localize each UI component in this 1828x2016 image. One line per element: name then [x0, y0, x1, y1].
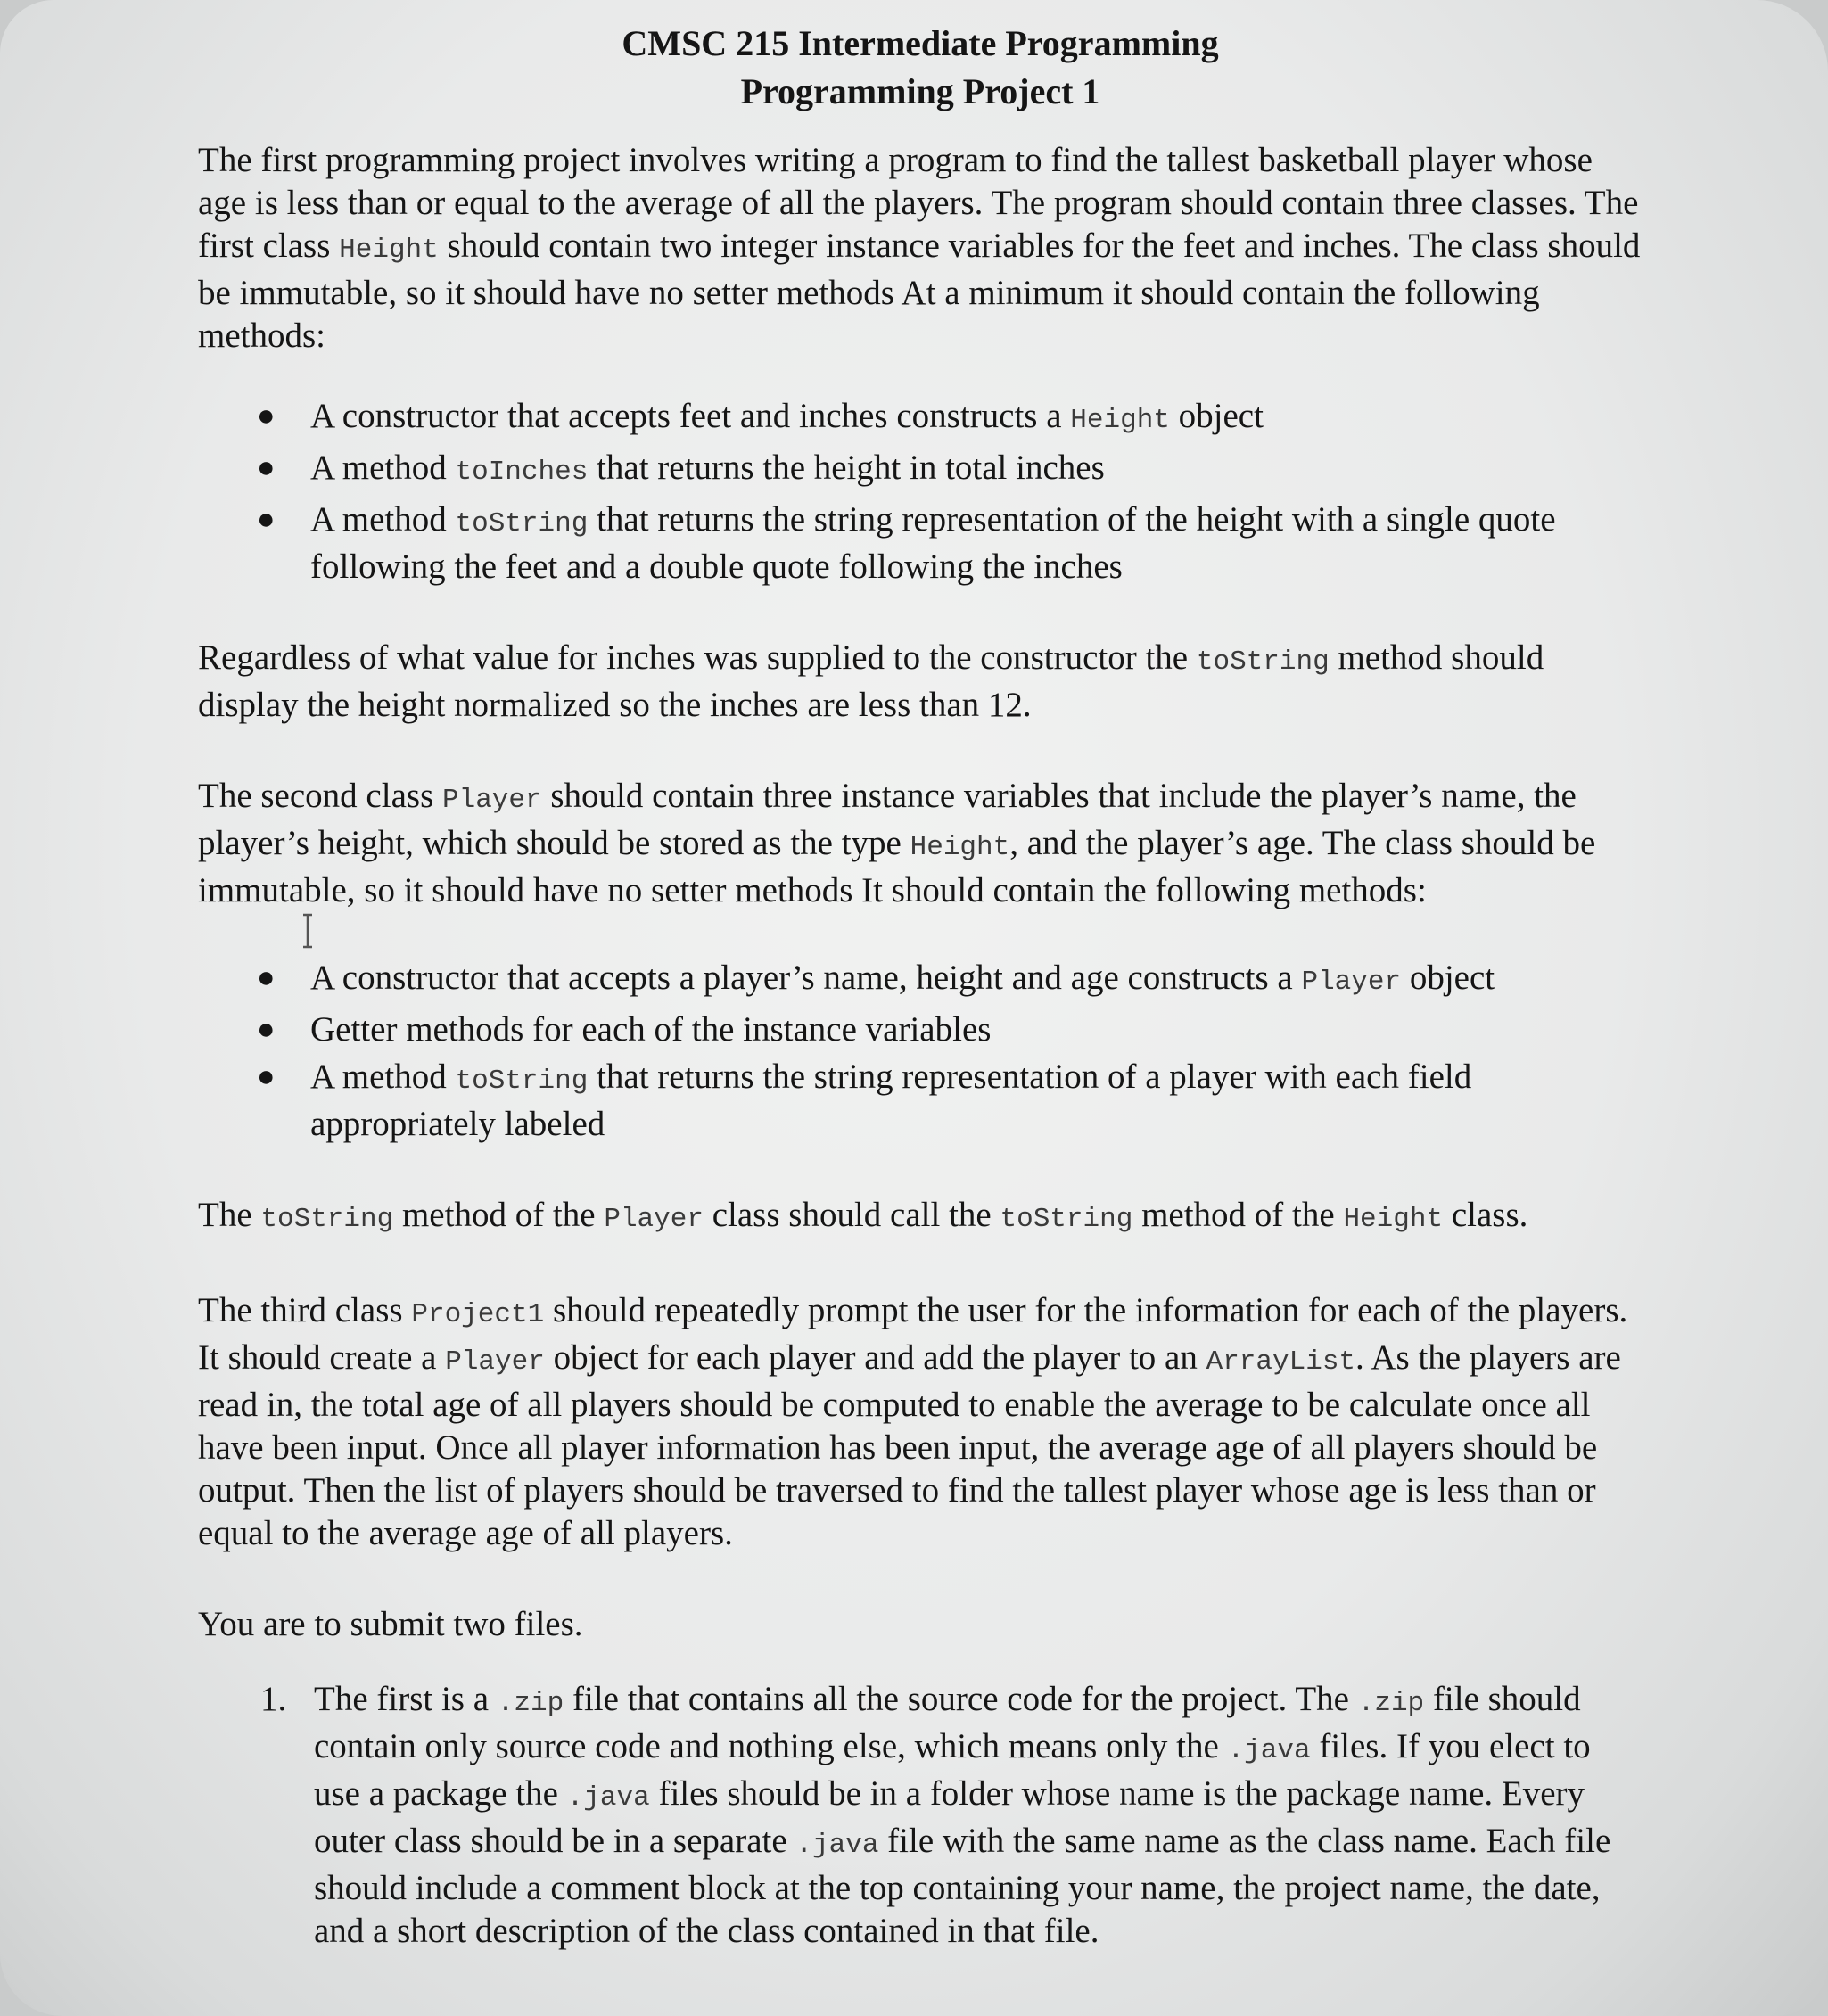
code-term: .zip	[1357, 1688, 1425, 1719]
text-run: Getter methods for each of the instance variables	[310, 1010, 992, 1049]
list-item	[198, 1008, 1643, 1051]
text-run: object	[1401, 959, 1495, 997]
project-title: Programming Project 1	[740, 71, 1100, 111]
text-run: class should call the	[703, 1196, 1000, 1234]
text-run: files. If you elect to use a package the	[314, 1727, 1591, 1813]
bullet-icon: ●	[257, 1013, 276, 1046]
text-run: , and the player’s age. The class should be immutable, so it should have no setter methods It should contain the following methods:	[198, 824, 1596, 909]
text-cursor-icon	[301, 913, 315, 949]
bullet-icon: ●	[257, 1060, 276, 1093]
text-run: object	[1169, 397, 1264, 435]
bullet-icon: ●	[257, 451, 276, 484]
text-run: should contain two integer instance variables for the feet and inches. The class should be immutable, so it should have no setter methods At a minimum it should contain the following methods:	[198, 226, 1641, 355]
code-term: toString	[455, 508, 589, 539]
intro-paragraph	[198, 139, 1643, 358]
text-run: A method	[310, 500, 456, 539]
list-item	[198, 447, 1643, 494]
list-item	[198, 1678, 1643, 1953]
list-item	[198, 498, 1643, 588]
text-run: A constructor that accepts a player’s name, height and age constructs a	[310, 959, 1302, 997]
text-run: The	[198, 1196, 261, 1234]
code-term: toString	[1196, 646, 1330, 678]
code-term: Player	[604, 1204, 704, 1235]
code-term: toInches	[455, 457, 589, 488]
text-run: The first is a	[314, 1680, 498, 1718]
code-term: ArrayList	[1206, 1346, 1356, 1378]
code-term: .java	[566, 1782, 650, 1814]
code-term: Height	[339, 235, 439, 266]
text-run: object for each player and add the player to an	[544, 1338, 1206, 1377]
code-term: Player	[1301, 967, 1402, 998]
code-term: toString	[1000, 1204, 1133, 1235]
document-title	[198, 20, 1643, 116]
bullet-icon: ●	[257, 503, 276, 536]
text-run: that returns the string representation of the height with a single quote following the feet and a double quote following the inches	[310, 500, 1556, 586]
text-run: should contain three instance variables that include the player’s name, the player’s height, which should be stored as the type	[198, 777, 1577, 862]
text-run: file that contains all the source code for the project. The	[564, 1680, 1358, 1718]
list-item	[198, 395, 1643, 442]
bullet-icon: ●	[257, 399, 276, 432]
code-term: .java	[795, 1830, 879, 1861]
code-term: Height	[910, 832, 1010, 863]
code-term: Player	[442, 785, 542, 816]
text-run: . As the players are read in, the total age of all players should be computed to enable the average to be calculate once all have been input. Once all player information has been input, the average age of all players should be output. Then the list of players should be traversed to find the tallest player whose age is less than or equal to the average age of all players.	[198, 1338, 1621, 1552]
text-run: files should be in a folder whose name is the package name. Every outer class should be in a separate	[314, 1774, 1585, 1860]
text-run: file should contain only source code and nothing else, which means only the	[314, 1680, 1581, 1765]
text-run: file with the same name as the class name. Each file should include a comment block at the top containing your name, the project name, the date, and a short description of the class contained in that file.	[314, 1822, 1611, 1950]
code-term: toString	[260, 1204, 394, 1235]
player-methods-list	[198, 957, 1643, 1146]
code-term: Project1	[411, 1299, 545, 1330]
text-run: that returns the height in total inches	[588, 448, 1105, 487]
text-run: method should display the height normalized so the inches are less than 12.	[198, 638, 1544, 724]
text-run: class.	[1443, 1196, 1528, 1234]
text-run: A method	[310, 1057, 456, 1096]
code-term: toString	[455, 1066, 589, 1097]
text-run: A method	[310, 448, 456, 487]
submit-intro: You are to submit two files.	[198, 1605, 583, 1643]
submission-list	[198, 1678, 1643, 1953]
text-run: should repeatedly prompt the user for the information for each of the players. It should create a	[198, 1291, 1628, 1377]
code-term: Player	[445, 1346, 545, 1378]
list-item	[198, 957, 1643, 1004]
text-run: method of the	[1132, 1196, 1344, 1234]
text-run: A constructor that accepts feet and inches constructs a	[310, 397, 1071, 435]
code-term: Height	[1343, 1204, 1444, 1235]
text-run: method of the	[393, 1196, 605, 1234]
code-term: .java	[1227, 1735, 1311, 1766]
item-number: 1.	[260, 1680, 287, 1718]
height-methods-list	[198, 395, 1643, 588]
normalize-paragraph	[198, 637, 1643, 727]
player-intro-paragraph	[198, 775, 1643, 912]
project1-paragraph	[198, 1289, 1643, 1555]
course-title: CMSC 215 Intermediate Programming	[622, 23, 1219, 63]
text-run: The second class	[198, 777, 442, 815]
bullet-icon: ●	[257, 961, 276, 994]
text-run: The third class	[198, 1291, 412, 1329]
code-term: Height	[1070, 405, 1170, 436]
list-item	[198, 1056, 1643, 1146]
text-run: that returns the string representation of a player with each field appropriately labeled	[310, 1057, 1472, 1143]
text-run: Regardless of what value for inches was supplied to the constructor the	[198, 638, 1197, 677]
code-term: .zip	[497, 1688, 564, 1719]
text-run: The first programming project involves writing a program to find the tallest basketball player whose age is less than or equal to the average of all the players. The program should contain three classes. The first class	[198, 141, 1639, 265]
tostring-paragraph	[198, 1194, 1643, 1241]
document-body	[198, 16, 1643, 1953]
